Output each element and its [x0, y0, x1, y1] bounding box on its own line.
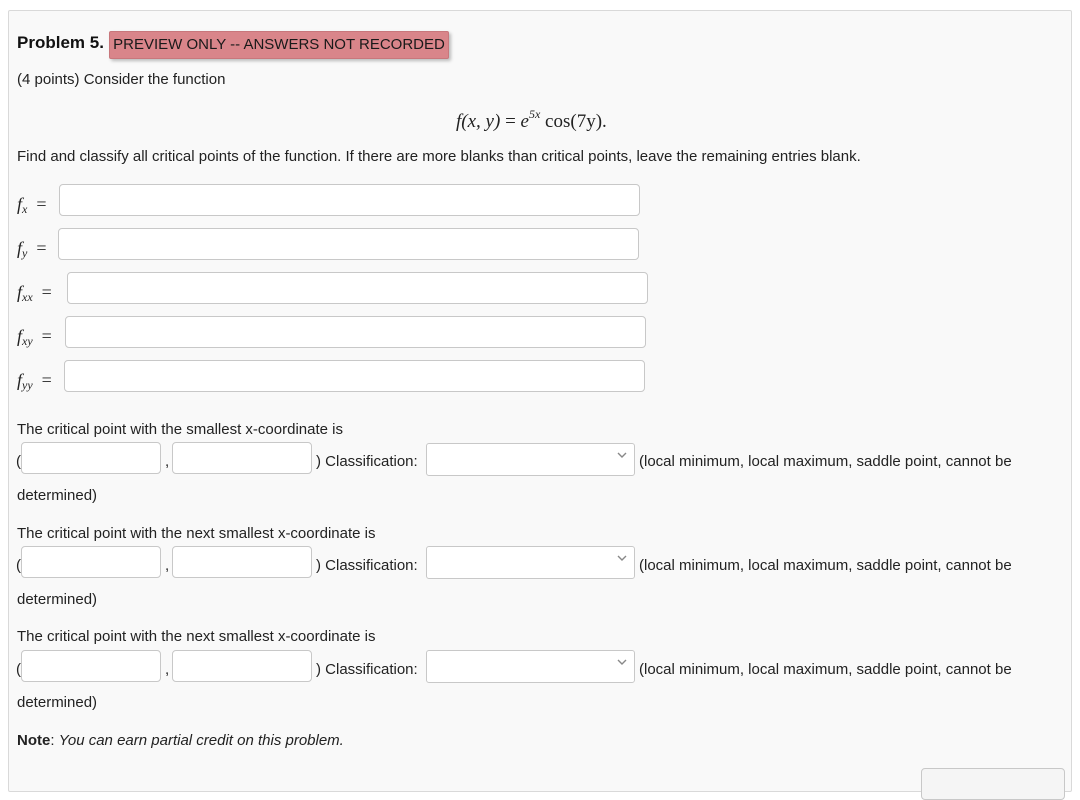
fxx-label — [17, 282, 52, 305]
fxx-eq: = — [41, 282, 52, 302]
formula-func: cos(7y). — [545, 111, 607, 132]
fxx-sub: xx — [22, 290, 33, 304]
preview-badge: PREVIEW ONLY -- ANSWERS NOT RECORDED — [109, 31, 449, 59]
fyy-input[interactable] — [64, 360, 645, 392]
fxy-label — [17, 326, 52, 349]
fyy-symbol: f — [17, 370, 23, 390]
fx-eq: = — [36, 194, 47, 214]
note-text: You can earn partial credit on this problem. — [58, 732, 344, 749]
critical-point-3-heading: The critical point with the next smallest x-coordinate is — [17, 628, 376, 645]
fx-input[interactable] — [59, 184, 640, 216]
cp2-classification-select[interactable] — [426, 546, 635, 579]
cp3-classification-label: ) Classification: — [316, 661, 418, 678]
note-label: Note — [17, 732, 51, 749]
cp1-x-input[interactable] — [21, 442, 161, 474]
fxy-symbol: f — [17, 326, 23, 346]
fxy-eq: = — [41, 326, 52, 346]
fy-label — [17, 238, 47, 261]
function-formula — [456, 107, 607, 133]
formula-exponent: 5x — [528, 107, 541, 121]
fy-input[interactable] — [58, 228, 639, 260]
critical-point-1-heading: The critical point with the smallest x-coordinate is — [17, 421, 343, 438]
cp2-x-input[interactable] — [21, 546, 161, 578]
cp2-options-hint-cont: determined) — [17, 591, 98, 608]
problem-intro: (4 points) Consider the function — [17, 71, 226, 88]
cp3-y-input[interactable] — [172, 650, 312, 682]
fx-label — [17, 194, 47, 217]
fy-sub: y — [22, 246, 28, 260]
submit-button[interactable] — [921, 768, 1065, 800]
chevron-down-icon — [616, 656, 628, 668]
cp2-options-hint: (local minimum, local maximum, saddle point, cannot be — [639, 557, 1012, 574]
cp3-x-input[interactable] — [21, 650, 161, 682]
cp3-open-paren: ( — [16, 661, 21, 678]
fy-symbol: f — [17, 238, 23, 258]
cp3-comma: , — [165, 661, 170, 678]
formula-lhs: f(x, y) — [456, 111, 501, 132]
fxx-symbol: f — [17, 282, 23, 302]
note-colon: : — [50, 732, 55, 749]
cp1-classification-label: ) Classification: — [316, 453, 418, 470]
fx-symbol: f — [17, 194, 23, 214]
fyy-label — [17, 370, 52, 393]
cp1-options-hint-cont: determined) — [17, 487, 98, 504]
fxx-input[interactable] — [67, 272, 648, 304]
fxy-sub: xy — [22, 334, 33, 348]
cp3-options-hint-cont: determined) — [17, 694, 98, 711]
fy-eq: = — [36, 238, 47, 258]
cp1-options-hint: (local minimum, local maximum, saddle point, cannot be — [639, 453, 1012, 470]
cp1-comma: , — [165, 453, 170, 470]
critical-point-2-heading: The critical point with the next smallest x-coordinate is — [17, 525, 376, 542]
chevron-down-icon — [616, 552, 628, 564]
cp1-classification-select[interactable] — [426, 443, 635, 476]
chevron-down-icon — [616, 449, 628, 461]
fxy-input[interactable] — [65, 316, 646, 348]
cp2-classification-label: ) Classification: — [316, 557, 418, 574]
cp3-classification-select[interactable] — [426, 650, 635, 683]
cp2-open-paren: ( — [16, 557, 21, 574]
partial-credit-note — [17, 732, 344, 749]
fx-sub: x — [22, 202, 28, 216]
cp1-open-paren: ( — [16, 453, 21, 470]
formula-base: e — [520, 111, 529, 132]
cp1-y-input[interactable] — [172, 442, 312, 474]
fyy-sub: yy — [22, 378, 33, 392]
formula-eq: = — [505, 111, 516, 132]
instructions: Find and classify all critical points of the function. If there are more blanks than critical points, leave the remaining entries blank. — [17, 148, 861, 165]
cp2-comma: , — [165, 557, 170, 574]
cp3-options-hint: (local minimum, local maximum, saddle point, cannot be — [639, 661, 1012, 678]
cp2-y-input[interactable] — [172, 546, 312, 578]
problem-title: Problem 5. — [17, 33, 104, 52]
fyy-eq: = — [41, 370, 52, 390]
